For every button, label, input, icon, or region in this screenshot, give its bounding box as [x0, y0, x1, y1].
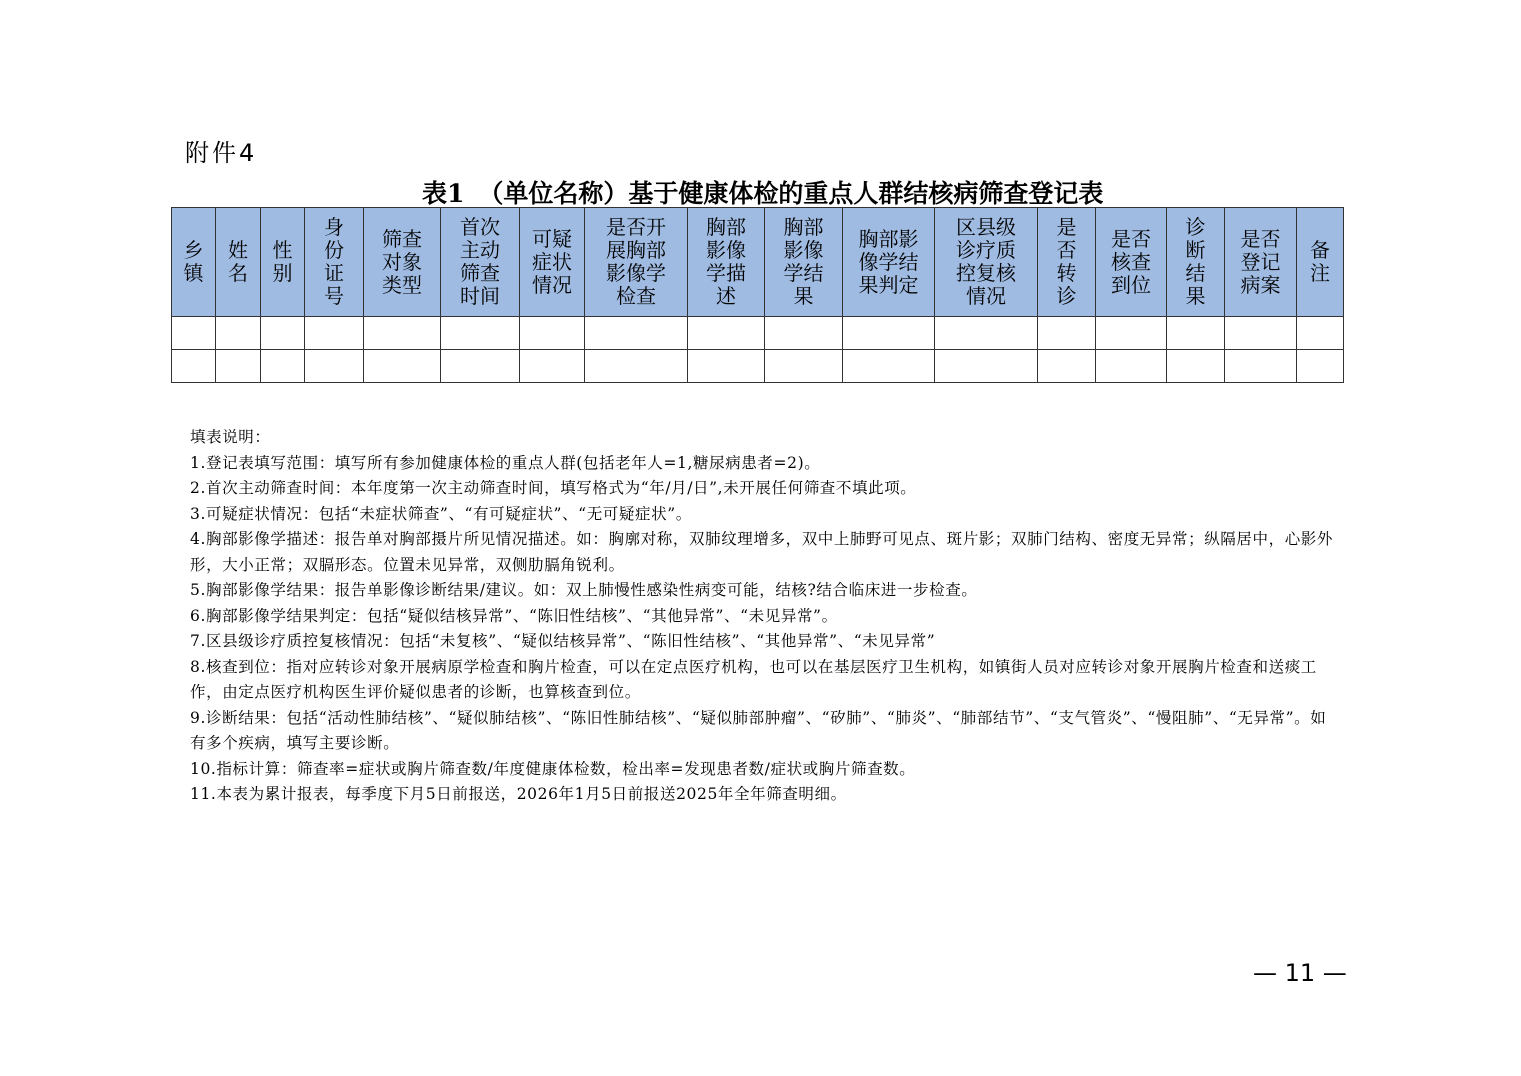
table-cell[interactable]	[520, 317, 585, 350]
table-cell[interactable]	[1167, 350, 1225, 383]
column-header-case-registered: 是否登记病案	[1225, 208, 1297, 317]
table-cell[interactable]	[1038, 317, 1096, 350]
table-number: 表1	[422, 179, 465, 208]
column-header-suspicious-symptoms: 可疑症状情况	[520, 208, 585, 317]
table-cell[interactable]	[1297, 317, 1344, 350]
table-title-text: （单位名称）基于健康体检的重点人群结核病筛查登记表	[478, 179, 1104, 208]
note-item: 5.胸部影像学结果：报告单影像诊断结果/建议。如：双上肺慢性感染性病变可能，结核?结合临床进一步检查。	[190, 581, 978, 599]
table-row	[172, 350, 1344, 383]
table-cell[interactable]	[688, 350, 765, 383]
table-cell[interactable]	[1096, 317, 1167, 350]
note-item: 8.核查到位：指对应转诊对象开展病原学检查和胸片检查，可以在定点医疗机构，也可以在基层医疗卫生机构，如镇街人员对应转诊对象开展胸片检查和送痰工作，由定点医疗机构医生评价疑似患者的诊断，也算核查到位。	[190, 657, 1317, 701]
table-cell[interactable]	[585, 317, 688, 350]
column-header-imaging-judgement: 胸部影像学结果判定	[843, 208, 935, 317]
table-cell[interactable]	[1167, 317, 1225, 350]
attachment-label: 附件4	[185, 139, 258, 167]
note-item: 2.首次主动筛查时间：本年度第一次主动筛查时间，填写格式为“年/月/日”,未开展任何筛查不填此项。	[190, 479, 917, 497]
notes-title: 填表说明：	[190, 428, 271, 446]
note-item: 1.登记表填写范围：填写所有参加健康体检的重点人群(包括老年人=1,糖尿病患者=2)。	[190, 453, 821, 472]
column-header-township: 乡镇	[172, 208, 216, 317]
table-cell[interactable]	[1297, 350, 1344, 383]
note-item: 9.诊断结果：包括“活动性肺结核”、“疑似肺结核”、“陈旧性肺结核”、“疑似肺部肿瘤”、“矽肺”、“肺炎”、“肺部结节”、“支气管炎”、“慢阻肺”、“无异常”。如有多个疾病，填写主要诊断。	[190, 708, 1327, 752]
page-number: — 11 —	[1253, 959, 1347, 987]
column-header-imaging-result: 胸部影像学结果	[765, 208, 843, 317]
note-item: 11.本表为累计报表，每季度下月5日前报送，2026年1月5日前报送2025年全年筛查明细。	[190, 785, 847, 803]
column-header-chest-imaging-done: 是否开展胸部影像学检查	[585, 208, 688, 317]
note-item: 4.胸部影像学描述：报告单对胸部摄片所见情况描述。如：胸廓对称，双肺纹理增多，双中上肺野可见点、斑片影；双肺门结构、密度无异常；纵隔居中，心影外形，大小正常；双膈形态。位置未见异常，双侧肋膈角锐利。	[190, 530, 1333, 574]
table-body	[172, 317, 1344, 383]
table-cell[interactable]	[1038, 350, 1096, 383]
note-item: 7.区县级诊疗质控复核情况：包括“未复核”、“疑似结核异常”、“陈旧性结核”、“其他异常”、“未见异常”	[190, 632, 936, 650]
table-cell[interactable]	[843, 350, 935, 383]
table-cell[interactable]	[935, 350, 1038, 383]
table-cell[interactable]	[305, 317, 364, 350]
table-cell[interactable]	[172, 350, 216, 383]
column-header-county-qc-review: 区县级诊疗质控复核情况	[935, 208, 1038, 317]
column-header-sex: 性别	[261, 208, 305, 317]
column-header-imaging-description: 胸部影像学描述	[688, 208, 765, 317]
table-cell[interactable]	[688, 317, 765, 350]
table-cell[interactable]	[1096, 350, 1167, 383]
column-header-first-screening-time: 首次主动筛查时间	[441, 208, 520, 317]
table-header-row	[172, 208, 1344, 317]
table-cell[interactable]	[441, 317, 520, 350]
table-cell[interactable]	[305, 350, 364, 383]
table-cell[interactable]	[261, 350, 305, 383]
table-cell[interactable]	[1225, 350, 1297, 383]
column-header-id-number: 身份证号	[305, 208, 364, 317]
table-cell[interactable]	[765, 350, 843, 383]
column-header-name: 姓名	[216, 208, 261, 317]
filling-instructions	[190, 425, 1340, 808]
table-title	[422, 174, 1103, 210]
table-row	[172, 317, 1344, 350]
note-item: 10.指标计算：筛查率=症状或胸片筛查数/年度健康体检数，检出率=发现患者数/症状或胸片筛查数。	[190, 759, 916, 778]
table-cell[interactable]	[843, 317, 935, 350]
table-cell[interactable]	[765, 317, 843, 350]
column-header-diagnosis: 诊断结果	[1167, 208, 1225, 317]
table-cell[interactable]	[216, 317, 261, 350]
table-cell[interactable]	[1225, 317, 1297, 350]
table-cell[interactable]	[364, 350, 441, 383]
table-cell[interactable]	[172, 317, 216, 350]
column-header-referred: 是否转诊	[1038, 208, 1096, 317]
table-cell[interactable]	[364, 317, 441, 350]
table-cell[interactable]	[585, 350, 688, 383]
note-item: 6.胸部影像学结果判定：包括“疑似结核异常”、“陈旧性结核”、“其他异常”、“未见异常”。	[190, 606, 838, 625]
column-header-screening-type: 筛查对象类型	[364, 208, 441, 317]
table-cell[interactable]	[261, 317, 305, 350]
table-cell[interactable]	[935, 317, 1038, 350]
registration-table	[171, 207, 1344, 383]
table-cell[interactable]	[520, 350, 585, 383]
table-cell[interactable]	[216, 350, 261, 383]
table-cell[interactable]	[441, 350, 520, 383]
note-item: 3.可疑症状情况：包括“未症状筛查”、“有可疑症状”、“无可疑症状”。	[190, 504, 692, 523]
column-header-remarks: 备注	[1297, 208, 1344, 317]
column-header-verified: 是否核查到位	[1096, 208, 1167, 317]
